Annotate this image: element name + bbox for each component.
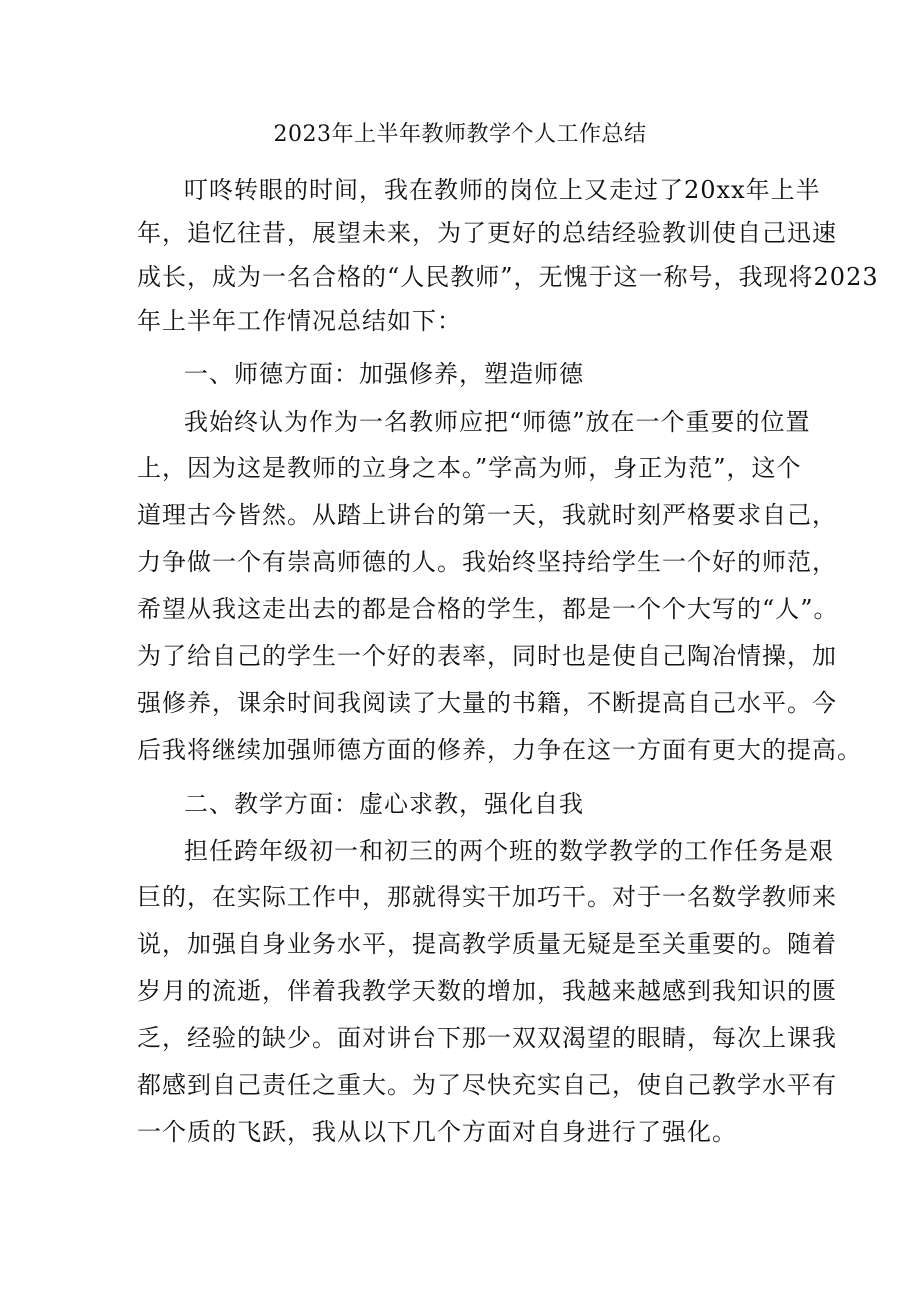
paragraph-line: 担任跨年级初一和初三的两个班的数学教学的工作任务是艰 (184, 837, 834, 865)
section-heading: 二、教学方面：虚心求教，强化自我 (184, 790, 584, 818)
section-heading: 一、师德方面：加强修养，塑造师德 (184, 360, 584, 388)
paragraph-line: 年，追忆往昔，展望未来，为了更好的总结经验教训使自己迅速 (137, 219, 837, 247)
paragraph-line: 力争做一个有崇高师德的人。我始终坚持给学生一个好的师范， (137, 548, 837, 576)
paragraph-line: 希望从我这走出去的都是合格的学生，都是一个个大写的“人”。 (137, 595, 839, 623)
paragraph-line: 都感到自己责任之重大。为了尽快充实自己，使自己教学水平有 (137, 1071, 837, 1099)
paragraph-line: 一个质的飞跃，我从以下几个方面对自身进行了强化。 (137, 1118, 737, 1146)
document-title: 2023年上半年教师教学个人工作总结 (273, 122, 647, 147)
paragraph-line: 强修养，课余时间我阅读了大量的书籍，不断提高自己水平。今 (137, 689, 837, 717)
paragraph-line: 说，加强自身业务水平，提高教学质量无疑是至关重要的。随着 (137, 930, 837, 958)
paragraph-line: 乏，经验的缺少。面对讲台下那一双双渴望的眼睛，每次上课我 (137, 1024, 837, 1052)
paragraph-line: 道理古今皆然。从踏上讲台的第一天，我就时刻严格要求自己， (137, 501, 837, 529)
paragraph-line: 年上半年工作情况总结如下： (137, 307, 462, 335)
paragraph-line: 后我将继续加强师德方面的修养，力争在这一方面有更大的提高。 (137, 736, 862, 764)
paragraph-line: 巨的，在实际工作中，那就得实干加巧干。对于一名数学教师来 (137, 883, 837, 911)
paragraph-line: 上，因为这是教师的立身之本。”学高为师，身正为范”，这个 (137, 454, 802, 482)
paragraph-line: 岁月的流逝，伴着我教学天数的增加，我越来越感到我知识的匮 (137, 977, 837, 1005)
paragraph-line: 我始终认为作为一名教师应把“师德”放在一个重要的位置 (184, 408, 811, 436)
paragraph-line: 成长，成为一名合格的“人民教师”，无愧于这一称号，我现将2023 (137, 263, 879, 291)
paragraph-line: 叮咚转眼的时间，我在教师的岗位上又走过了20xx年上半 (184, 176, 821, 204)
paragraph-line: 为了给自己的学生一个好的表率，同时也是使自己陶冶情操，加 (137, 642, 837, 670)
